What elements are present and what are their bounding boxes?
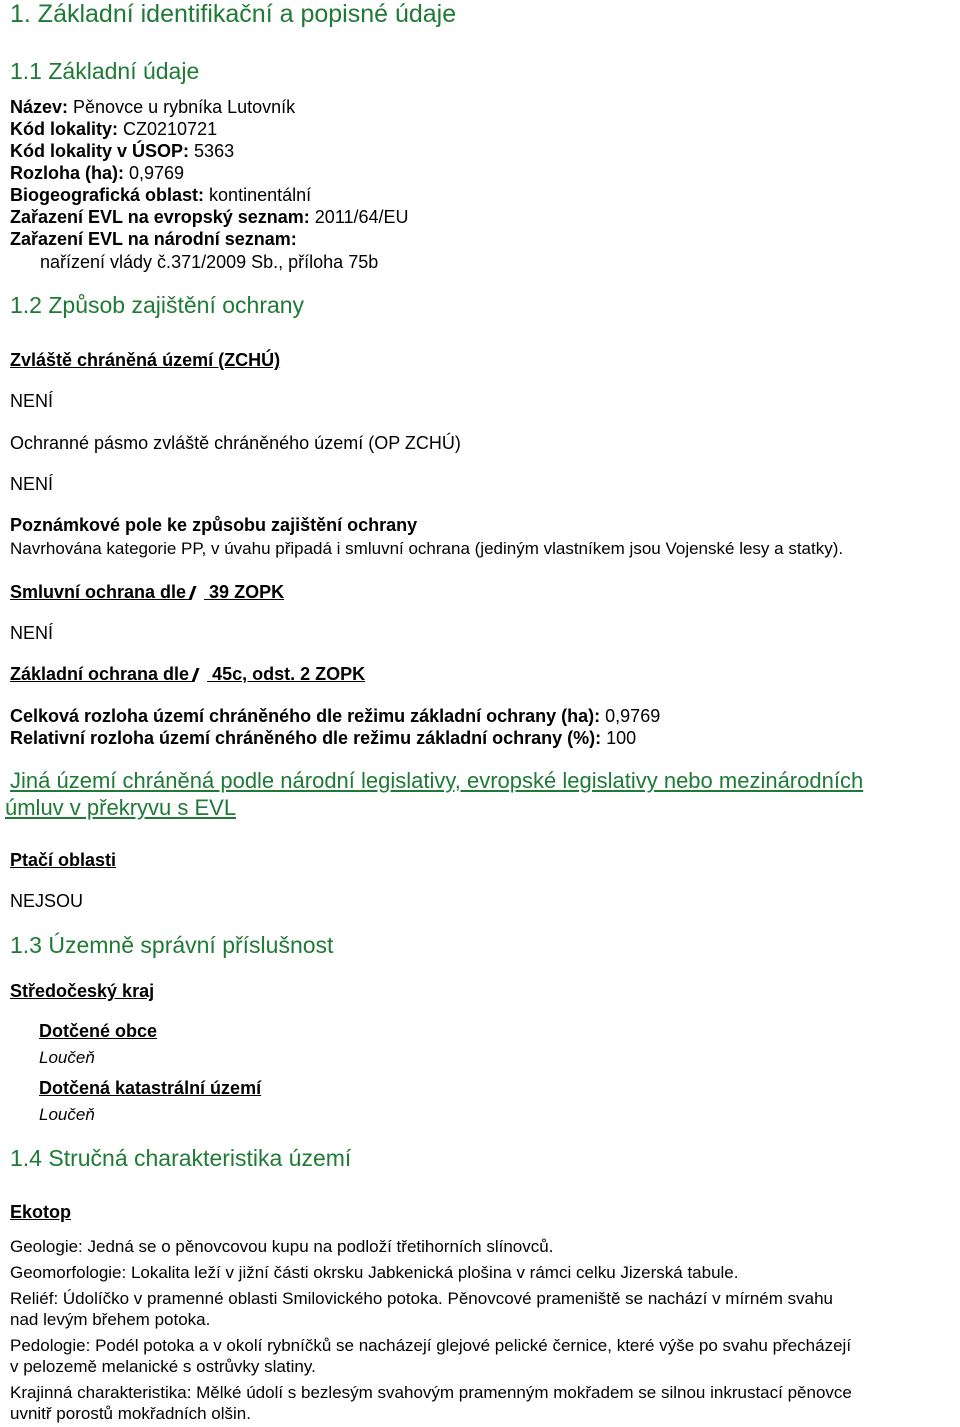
area-total-value: 0,9769 <box>600 706 661 726</box>
ekotop-heading: Ekotop <box>10 1202 71 1222</box>
landscape-text-line2: uvnitř porostů mokřadních olšin. <box>10 1404 251 1423</box>
note-text: Navrhována kategorie PP, v úvahu připadá i smluvní ochrana (jediným vlastníkem jsou Vojenské lesy a statky). <box>10 539 844 558</box>
landscape-text-line1: Krajinná charakteristika: Mělké údolí s bezlesým svahovým pramenným mokřadem se silnou inkrustací pěnovce <box>10 1383 852 1402</box>
subsection-title-basic-data: 1.1 Základní údaje <box>10 58 200 84</box>
contract-heading-ref: 39 ZOPK <box>204 582 285 602</box>
field-label: Biogeografická oblast: <box>10 185 205 205</box>
field-label: Název: <box>10 97 69 117</box>
basic-heading-ref: 45c, odst. 2 ZOPK <box>207 664 366 684</box>
field-usop-code <box>10 140 234 162</box>
contract-protection-value: NENÍ <box>10 623 54 643</box>
area-relative-row <box>10 727 636 749</box>
zchu-value: NENÍ <box>10 391 54 411</box>
area-relative-label: Relativní rozloha území chráněného dle režimu základní ochrany (%): <box>10 728 602 748</box>
relief-text-line2: nad levým břehem potoka. <box>10 1310 211 1329</box>
basic-protection-heading <box>10 663 365 685</box>
area-total-row <box>10 705 660 727</box>
field-value: 2011/64/EU <box>309 207 409 227</box>
subsection-title-administration: 1.3 Územně správní příslušnost <box>10 932 334 958</box>
area-total-label: Celková rozloha území chráněného dle režimu základní ochrany (ha): <box>10 706 601 726</box>
national-list-value: nařízení vlády č.371/2009 Sb., příloha 75b <box>40 252 379 272</box>
geology-text: Geologie: Jedná se o pěnovcovou kupu na podloží třetihorních slínovců. <box>10 1237 554 1256</box>
subsection-title-characteristics: 1.4 Stručná charakteristika území <box>10 1145 352 1171</box>
subsection-title-protection: 1.2 Způsob zajištění ochrany <box>10 292 305 318</box>
municipalities-value: Loučeň <box>39 1048 95 1067</box>
bird-area-heading: Ptačí oblasti <box>10 850 117 870</box>
field-label: Kód lokality: <box>10 119 119 139</box>
field-national-list <box>10 228 297 250</box>
field-site-code <box>10 118 217 140</box>
relief-text-line1: Reliéf: Údolíčko v pramenné oblasti Smilovického potoka. Pěnovcové prameniště se nachází v mírném svahu <box>10 1289 834 1308</box>
zchu-heading: Zvláště chráněná území (ZCHÚ) <box>10 350 281 370</box>
contract-protection-heading <box>10 581 284 603</box>
bird-area-value: NEJSOU <box>10 891 84 911</box>
region-heading: Středočeský kraj <box>10 981 155 1001</box>
basic-heading-text: Základní ochrana dle <box>10 664 195 684</box>
field-name <box>10 96 295 118</box>
cadastral-heading: Dotčená katastrální území <box>39 1078 262 1098</box>
field-label: Kód lokality v ÚSOP: <box>10 141 190 161</box>
section-title: 1. Základní identifikační a popisné údaje <box>10 0 457 28</box>
cadastral-value: Loučeň <box>39 1105 95 1124</box>
field-value: 5363 <box>189 141 235 161</box>
overlap-heading-line2: úmluv v překryvu s EVL <box>5 795 237 820</box>
field-european-list <box>10 206 409 228</box>
municipalities-heading: Dotčené obce <box>39 1021 158 1041</box>
op-heading: Ochranné pásmo zvláště chráněného území (OP ZCHÚ) <box>10 433 461 453</box>
area-relative-value: 100 <box>601 728 637 748</box>
field-label: Rozloha (ha): <box>10 163 124 183</box>
field-value: kontinentální <box>204 185 312 205</box>
field-value: 0,9769 <box>124 163 185 183</box>
op-value: NENÍ <box>10 474 54 494</box>
geomorphology-text: Geomorfologie: Lokalita leží v jižní části okrsku Jabkenická plošina v rámci celku Jizerská tabule. <box>10 1263 739 1282</box>
field-label: Zařazení EVL na národní seznam: <box>10 229 297 249</box>
overlap-heading-line1: Jiná území chráněná podle národní legislativy, evropské legislativy nebo mezinárodních <box>10 768 864 793</box>
field-biogeographic-region <box>10 184 311 206</box>
field-value: CZ0210721 <box>118 119 218 139</box>
contract-heading-text: Smluvní ochrana dle <box>10 582 192 602</box>
field-label: Zařazení EVL na evropský seznam: <box>10 207 310 227</box>
note-heading: Poznámkové pole ke způsobu zajištění ochrany <box>10 515 418 535</box>
pedology-text-line2: v pelozemě melanické s ostrůvky slatiny. <box>10 1357 316 1376</box>
field-area <box>10 162 184 184</box>
field-value: Pěnovce u rybníka Lutovník <box>68 97 296 117</box>
pedology-text-line1: Pedologie: Podél potoka a v okolí rybníčků se nacházejí glejové pelické černice, které výše po svahu přecházejí <box>10 1336 852 1355</box>
